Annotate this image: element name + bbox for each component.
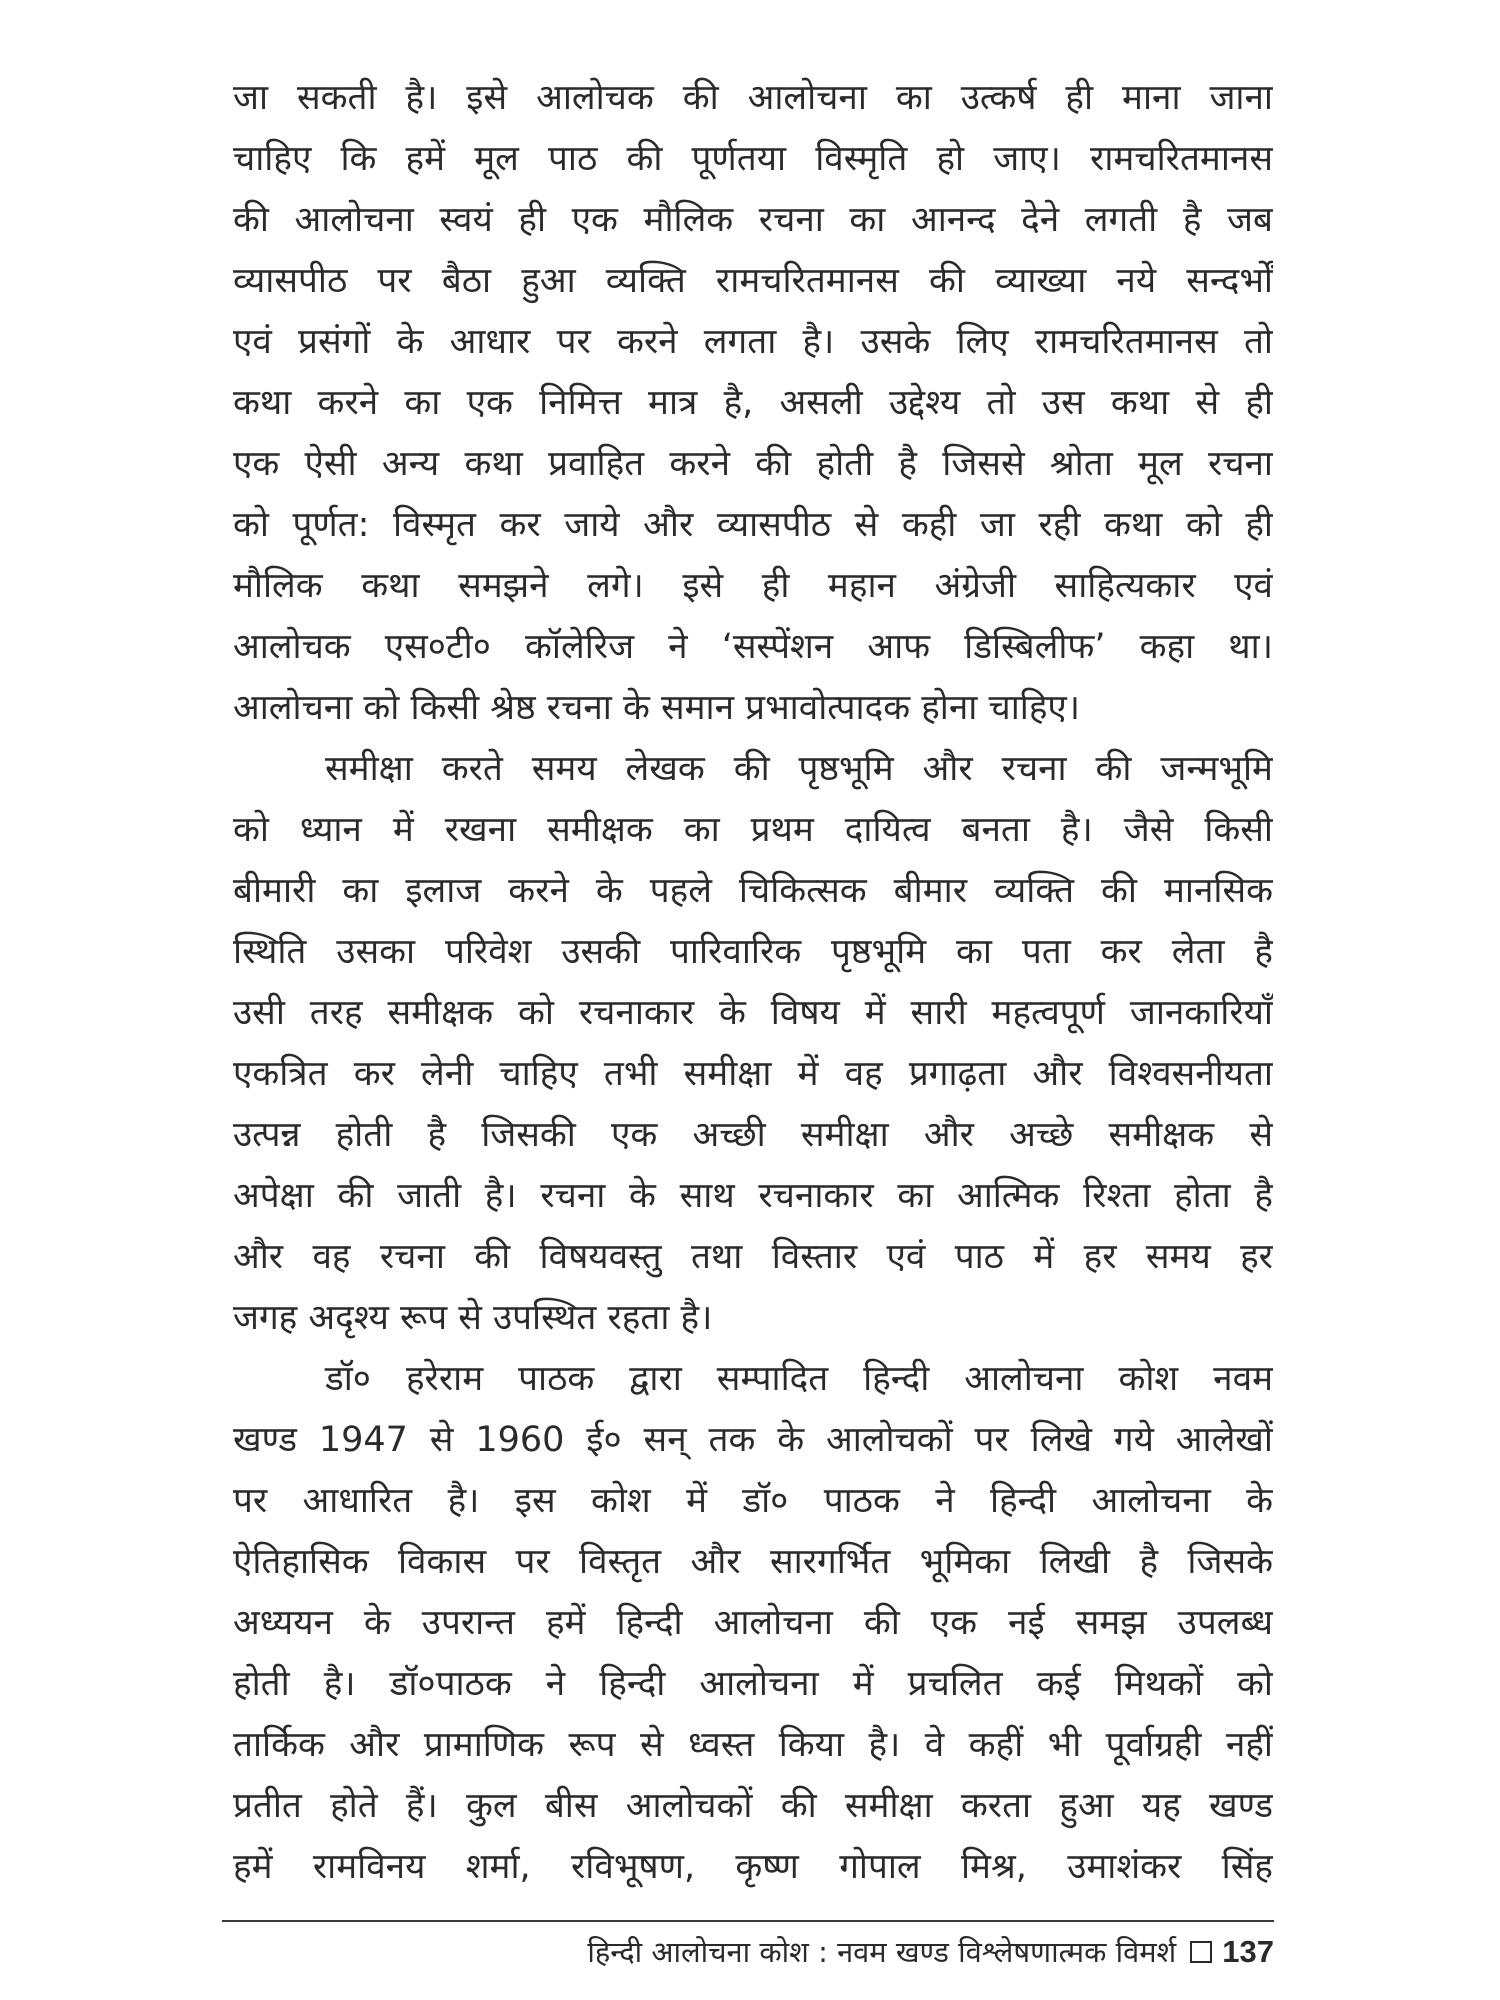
text-line: अध्ययन के उपरान्त हमें हिन्दी आलोचना की एक नई समझ उपलब्ध — [233, 1603, 1273, 1643]
text-line: जा सकती है। इसे आलोचक की आलोचना का उत्कर्ष ही माना जाना — [233, 78, 1273, 118]
paragraph-3 — [233, 1349, 1273, 1898]
paragraph-2 — [233, 739, 1273, 1349]
text-line: उसी तरह समीक्षक को रचनाकार के विषय में सारी महत्वपूर्ण जानकारियाँ — [233, 993, 1273, 1033]
text-line: बीमारी का इलाज करने के पहले चिकित्सक बीमार व्यक्ति की मानसिक — [233, 871, 1273, 911]
text-line: की आलोचना स्वयं ही एक मौलिक रचना का आनन्द देने लगती है जब — [233, 200, 1273, 240]
text-line: प्रतीत होते हैं। कुल बीस आलोचकों की समीक्षा करता हुआ यह खण्ड — [233, 1786, 1273, 1826]
text-line: स्थिति उसका परिवेश उसकी पारिवारिक पृष्ठभूमि का पता कर लेता है — [233, 932, 1273, 972]
text-line: खण्ड 1947 से 1960 ई० सन् तक के आलोचकों पर लिखे गये आलेखों — [233, 1420, 1273, 1460]
text-line: और वह रचना की विषयवस्तु तथा विस्तार एवं पाठ में हर समय हर — [233, 1237, 1273, 1277]
text-line: ऐतिहासिक विकास पर विस्तृत और सारगर्भित भूमिका लिखी है जिसके — [233, 1542, 1273, 1582]
text-line: एवं प्रसंगों के आधार पर करने लगता है। उसके लिए रामचरितमानस तो — [233, 322, 1273, 362]
text-line: को ध्यान में रखना समीक्षक का प्रथम दायित्व बनता है। जैसे किसी — [233, 810, 1273, 850]
text-line: को पूर्णत: विस्मृत कर जाये और व्यासपीठ से कही जा रही कथा को ही — [233, 505, 1273, 545]
text-line: उत्पन्न होती है जिसकी एक अच्छी समीक्षा और अच्छे समीक्षक से — [233, 1115, 1273, 1155]
text-line: समीक्षा करते समय लेखक की पृष्ठभूमि और रचना की जन्मभूमि — [325, 749, 1273, 789]
text-line: कथा करने का एक निमित्त मात्र है, असली उद्देश्य तो उस कथा से ही — [233, 383, 1273, 423]
text-line: पर आधारित है। इस कोश में डॉ० पाठक ने हिन्दी आलोचना के — [233, 1481, 1273, 1521]
text-line: हमें रामविनय शर्मा, रविभूषण, कृष्ण गोपाल मिश्र, उमाशंकर सिंह — [233, 1847, 1273, 1887]
text-line: आलोचक एस०टी० कॉलेरिज ने ‘सस्पेंशन आफ डिस्बिलीफ’ कहा था। — [233, 627, 1273, 667]
text-line: मौलिक कथा समझने लगे। इसे ही महान अंग्रेजी साहित्यकार एवं — [233, 566, 1273, 606]
text-line: आलोचना को किसी श्रेष्ठ रचना के समान प्रभावोत्पादक होना चाहिए। — [233, 688, 1081, 728]
footer-divider — [222, 1920, 1274, 1922]
text-line: चाहिए कि हमें मूल पाठ की पूर्णतया विस्मृति हो जाए। रामचरितमानस — [233, 139, 1273, 179]
page-footer — [390, 1930, 1274, 1974]
text-line: जगह अदृश्य रूप से उपस्थित रहता है। — [233, 1298, 713, 1338]
text-line: अपेक्षा की जाती है। रचना के साथ रचनाकार का आत्मिक रिश्ता होता है — [233, 1176, 1273, 1216]
body-text — [233, 68, 1273, 1898]
running-title: हिन्दी आलोचना कोश : नवम खण्ड विश्लेषणात्मक विमर्श — [587, 1935, 1177, 1969]
paragraph-1 — [233, 68, 1273, 739]
text-line: होती है। डॉ०पाठक ने हिन्दी आलोचना में प्रचलित कई मिथकों को — [233, 1664, 1273, 1704]
text-line: डॉ० हरेराम पाठक द्वारा सम्पादित हिन्दी आलोचना कोश नवम — [325, 1359, 1273, 1399]
page-number: 137 — [1222, 1934, 1274, 1969]
text-line: तार्किक और प्रामाणिक रूप से ध्वस्त किया है। वे कहीं भी पूर्वाग्रही नहीं — [233, 1725, 1273, 1765]
text-line: एकत्रित कर लेनी चाहिए तभी समीक्षा में वह प्रगाढ़ता और विश्वसनीयता — [233, 1054, 1273, 1094]
square-bullet-icon — [1190, 1941, 1212, 1963]
text-line: व्यासपीठ पर बैठा हुआ व्यक्ति रामचरितमानस की व्याख्या नये सन्दर्भों — [233, 261, 1273, 301]
text-line: एक ऐसी अन्य कथा प्रवाहित करने की होती है जिससे श्रोता मूल रचना — [233, 444, 1273, 484]
